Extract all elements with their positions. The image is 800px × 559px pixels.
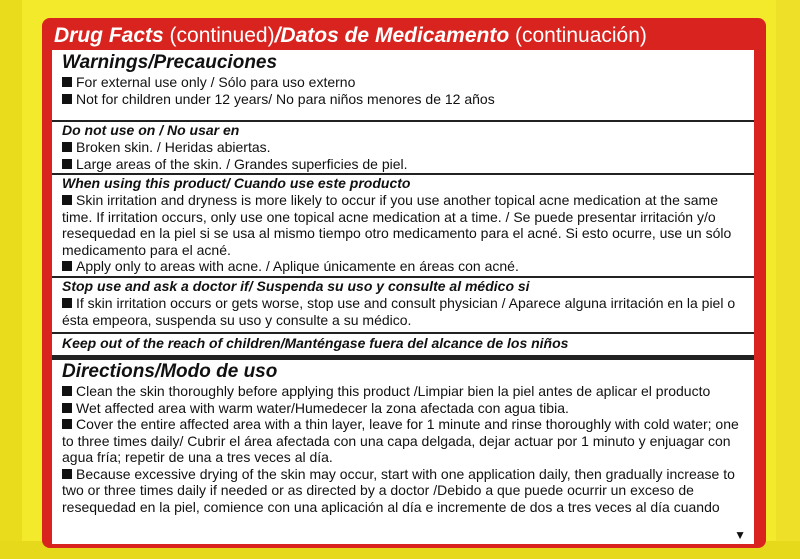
- when-using-heading: When using this product/ Cuando use este producto: [62, 175, 411, 191]
- do-not-use-heading: Do not use on / No usar en: [62, 122, 240, 138]
- title-datos: /Datos de Medicamento: [274, 24, 510, 47]
- square-bullet-icon: [62, 77, 72, 87]
- title-continued: (continued): [169, 24, 275, 47]
- down-triangle-icon: ▼: [734, 528, 746, 542]
- list-item: Because excessive drying of the skin may occur, start with one application daily, then gradually increase to: [62, 466, 744, 483]
- section-divider: [52, 332, 754, 334]
- list-item: Apply only to areas with acne. / Aplique únicamente en áreas con acné.: [62, 258, 744, 275]
- list-item: Broken skin. / Heridas abiertas.: [62, 139, 744, 156]
- list-item: Clean the skin thoroughly before applying this product /Limpiar bien la piel antes de aplicar el producto: [62, 383, 744, 400]
- square-bullet-icon: [62, 94, 72, 104]
- paragraph-line: to three times daily/ Cubrir el área afectada con una capa delgada, dejar actuar por 1 minuto y enjuagar con: [62, 432, 731, 449]
- list-item: Large areas of the skin. / Grandes superficies de piel.: [62, 156, 744, 173]
- keep-out-section: [52, 335, 754, 352]
- drug-facts-title: [54, 22, 647, 50]
- paragraph-line: If skin irritation occurs or gets worse, stop use and consult physician / Aparece alguna irritación en la piel o: [62, 295, 744, 312]
- paragraph-line: two or three times daily if needed or as directed by a doctor /Debido a que puede ocurrir un exceso de: [62, 482, 694, 498]
- stop-use-heading: Stop use and ask a doctor if/ Suspenda su uso y consulte al médico si: [62, 278, 530, 294]
- square-bullet-icon: [62, 261, 72, 271]
- box-right-edge: [776, 0, 800, 559]
- paragraph-line: medicamento para el acné.: [62, 241, 231, 258]
- square-bullet-icon: [62, 195, 72, 205]
- warnings-section: [52, 52, 754, 107]
- directions-section: [52, 361, 754, 515]
- paragraph-line: agua fría; repetir de una a tres veces al día.: [62, 449, 333, 465]
- keep-out-heading: Keep out of the reach of children/Manténgase fuera del alcance de los niños: [62, 335, 569, 351]
- drug-facts-panel: [42, 18, 766, 548]
- paragraph-line: time. If irritation occurs, only use one topical acne medication at a time. / Se puede presentar irritación y/o: [62, 208, 716, 225]
- square-bullet-icon: [62, 469, 72, 479]
- paragraph-line: Skin irritation and dryness is more likely to occur if you use another topical acne medication at the same: [62, 192, 744, 209]
- stop-use-section: [52, 278, 754, 328]
- square-bullet-icon: [62, 142, 72, 152]
- list-item: Wet affected area with warm water/Humedecer la zona afectada con agua tibia.: [62, 400, 744, 417]
- title-drug-facts: Drug Facts: [54, 24, 164, 47]
- square-bullet-icon: [62, 419, 72, 429]
- section-divider-thick: [52, 355, 754, 360]
- square-bullet-icon: [62, 403, 72, 413]
- box-left-edge: [0, 0, 22, 559]
- drug-facts-content: [52, 50, 754, 544]
- list-item: Not for children under 12 years/ No para niños menores de 12 años: [62, 91, 744, 108]
- square-bullet-icon: [62, 298, 72, 308]
- warnings-heading: Warnings/Precauciones: [62, 52, 278, 73]
- paragraph-line: resequedad en la piel, comience con una aplicación al día e incremente de dos a tres veces al día cuando: [62, 498, 720, 515]
- directions-heading: Directions/Modo de uso: [62, 361, 278, 382]
- list-item: Cover the entire affected area with a thin layer, leave for 1 minute and rinse thoroughly with cold water; one: [62, 416, 744, 433]
- when-using-section: [52, 175, 754, 275]
- list-item: For external use only / Sólo para uso externo: [62, 74, 744, 91]
- square-bullet-icon: [62, 386, 72, 396]
- title-continuacion: (continuación): [515, 24, 647, 47]
- do-not-use-section: [52, 122, 754, 172]
- paragraph-line: resequedad en la piel si se usa al mismo tiempo otro medicamento para el acné. Si esto ocurre, use un sólo: [62, 225, 732, 241]
- paragraph-line: ésta empeora, suspenda su uso y consulte a su médico.: [62, 311, 412, 328]
- square-bullet-icon: [62, 159, 72, 169]
